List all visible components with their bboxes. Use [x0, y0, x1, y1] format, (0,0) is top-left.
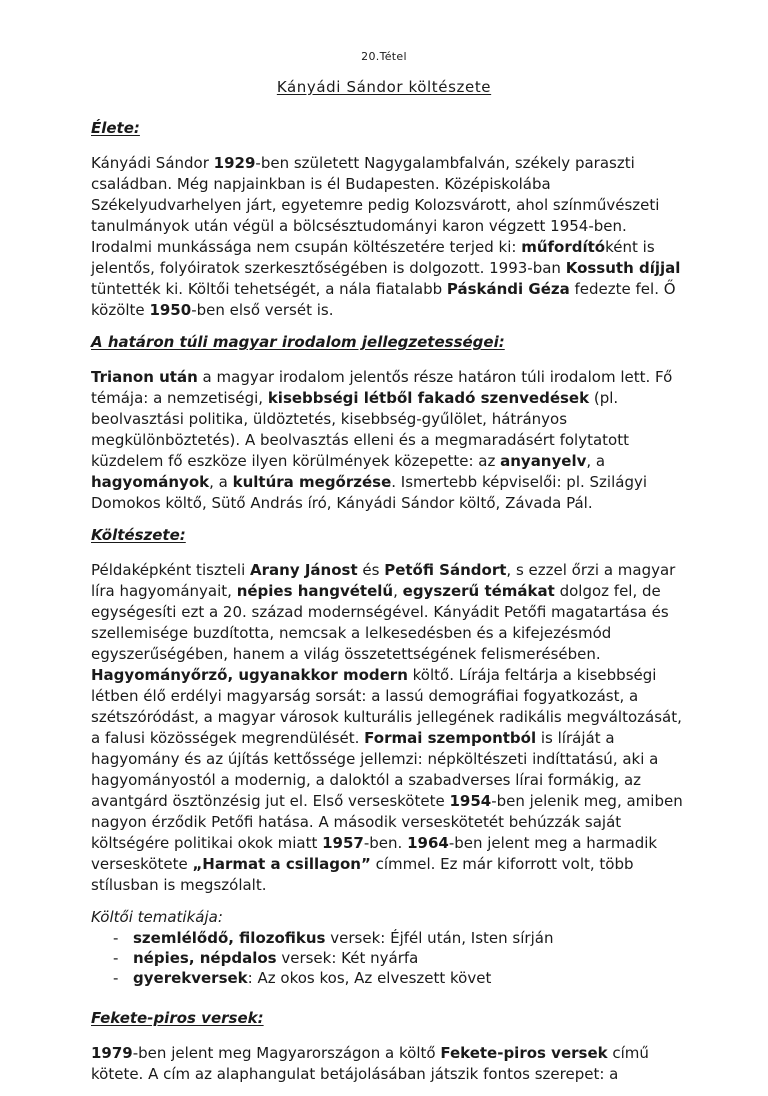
- document-label: 20.Tétel: [361, 50, 407, 63]
- text-run: : Az okos kos, Az elveszett követ: [247, 969, 492, 987]
- bold-run: Hagyományőrző, ugyanakkor modern: [91, 666, 408, 684]
- text-run: költő. Lírája feltárja a kisebbségi létben élő erdélyi magyarság sorsát: a lassú demográfiai fogyatkozást, a szétszóródást, a magyar városok kulturális jellegének radikális megváltozását, a falusi közösségek megrendülését.: [91, 666, 682, 747]
- text-run: , a: [209, 473, 233, 491]
- bold-run: Trianon után: [91, 368, 198, 386]
- text-run: -ben jelenik meg, amiben nagyon érződik Petőfi hatása. A második verseskötetét behúzzák saját költségére politikai okok miatt: [91, 792, 683, 852]
- document-body: [91, 118, 691, 1096]
- section-heading-fekete-piros: Fekete-piros versek:: [91, 1009, 264, 1027]
- paragraph-kolteszete: [91, 560, 691, 896]
- text-run: is líráját a hagyomány és az újítás kettőssége jellemzi: népköltészeti indíttatású, aki a hagyományostól a modernig, a daloktól a szabadverses lírai formákig, az avantgárd ösztönzésig jut el. Első verseskötete: [91, 729, 659, 810]
- text-run: a magyar irodalom jelentős része határon túli irodalom lett. Fő témája: a nemzetiségi,: [91, 368, 673, 407]
- bold-run: Petőfi Sándort: [384, 561, 507, 579]
- tematika-item: [113, 928, 691, 948]
- tematika-item: [113, 968, 691, 988]
- bold-run: hagyományok: [91, 473, 210, 491]
- paragraph-elete: [91, 153, 691, 321]
- text-run: címmel. Ez már kiforrott volt, több stílusban is megszólalt.: [91, 855, 634, 894]
- text-run: -ben jelent meg a harmadik verseskötete: [91, 834, 658, 873]
- section-fekete-piros: [91, 1008, 691, 1085]
- text-run: tüntették ki. Költői tehetségét, a nála fiatalabb: [91, 280, 447, 298]
- bold-run: gyerekversek: [133, 969, 248, 987]
- text-run: , s ezzel őrzi a magyar líra hagyományait,: [91, 561, 676, 600]
- bold-run: anyanyelv: [500, 452, 587, 470]
- text-run: ,: [393, 582, 403, 600]
- text-run: dolgoz fel, de egységesíti ezt a 20. század modernségével. Kányádit Petőfi magatartása és szellemisége buzdította, nemcsak a lelkesedésben és a kifejezésmód egyszerűségében, hanem a világ összetettségének felismerésében.: [91, 582, 669, 663]
- tematika-label: Költői tematikája:: [91, 908, 223, 926]
- bold-run: Fekete-piros versek: [440, 1044, 608, 1062]
- bold-run: népies hangvételű: [236, 582, 394, 600]
- bold-run: 1950: [149, 301, 192, 319]
- text-run: -ben jelent meg Magyarországon a költő: [132, 1044, 441, 1062]
- paragraph-fekete-piros: [91, 1043, 691, 1085]
- text-run: versek: Két nyárfa: [276, 949, 419, 967]
- bold-run: 1957: [322, 834, 364, 852]
- bold-run: 1954: [449, 792, 492, 810]
- bold-run: 1929: [213, 154, 256, 172]
- bold-run: egyszerű témákat: [402, 582, 555, 600]
- text-run: . Ismertebb képviselői: pl. Szilágyi Domokos költő, Sütő András író, Kányádi Sándor költő, Závada Pál.: [91, 473, 648, 512]
- text-run: -ben első versét is.: [191, 301, 334, 319]
- tematika-item: [113, 948, 691, 968]
- text-run: -ben.: [363, 834, 408, 852]
- section-elete: [91, 118, 691, 321]
- section-heading-elete: Élete:: [91, 119, 140, 137]
- section-kolteszete: [91, 525, 691, 988]
- text-run: és: [357, 561, 385, 579]
- bold-run: 1979: [91, 1044, 133, 1062]
- document-title: Kányádi Sándor költészete: [276, 78, 492, 96]
- bold-run: szemlélődő, filozofikus: [133, 929, 326, 947]
- text-run: Példaképként tiszteli: [91, 561, 251, 579]
- bold-run: műfordító: [521, 238, 606, 256]
- text-run: ként is jelentős, folyóiratok szerkesztőségében is dolgozott. 1993-ban: [91, 238, 655, 277]
- bold-run: Arany Jánost: [250, 561, 358, 579]
- text-run: (pl. beolvasztási politika, üldöztetés, kisebbség-gyűlölet, hátrányos megkülönböztetés). A beolvasztás elleni és a megmaradásért folytatott küzdelem fő eszköze ilyen körülmények közepette: az: [91, 389, 629, 470]
- bold-run: Kossuth díjjal: [565, 259, 681, 277]
- bold-run: kultúra megőrzése: [232, 473, 392, 491]
- section-hataron-tuli: [91, 332, 691, 514]
- text-run: című kötete. A cím az alaphangulat betájolásában játszik fontos szerepet: a: [91, 1044, 649, 1083]
- text-run: Kányádi Sándor: [91, 154, 214, 172]
- bold-run: Formai szempontból: [364, 729, 537, 747]
- section-heading-kolteszete: Költészete:: [91, 526, 186, 544]
- tematika-list: [91, 928, 691, 988]
- bold-run: Páskándi Géza: [446, 280, 570, 298]
- bold-run: „Harmat a csillagon”: [192, 855, 371, 873]
- bold-run: népies, népdalos: [133, 949, 277, 967]
- bold-run: kisebbségi létből fakadó szenvedések: [267, 389, 590, 407]
- section-heading-hataron-tuli: A határon túli magyar irodalom jellegzetességei:: [91, 333, 505, 351]
- bold-run: 1964: [407, 834, 449, 852]
- paragraph-hataron-tuli: [91, 367, 691, 514]
- text-run: -ben született Nagygalambfalván, székely paraszti családban. Még napjainkban is él Budapesten. Középiskolába Székelyudvarhelyen járt, egyetemre pedig Kolozsvárott, ahol színművészeti tanulmányok után végül a bölcsésztudományi karon végzett 1954-ben. Irodalmi munkássága nem csupán költészetére terjed ki:: [91, 154, 660, 256]
- text-run: , a: [586, 452, 606, 470]
- text-run: fedezte fel. Ő közölte: [91, 280, 676, 319]
- text-run: versek: Éjfél után, Isten sírján: [325, 929, 554, 947]
